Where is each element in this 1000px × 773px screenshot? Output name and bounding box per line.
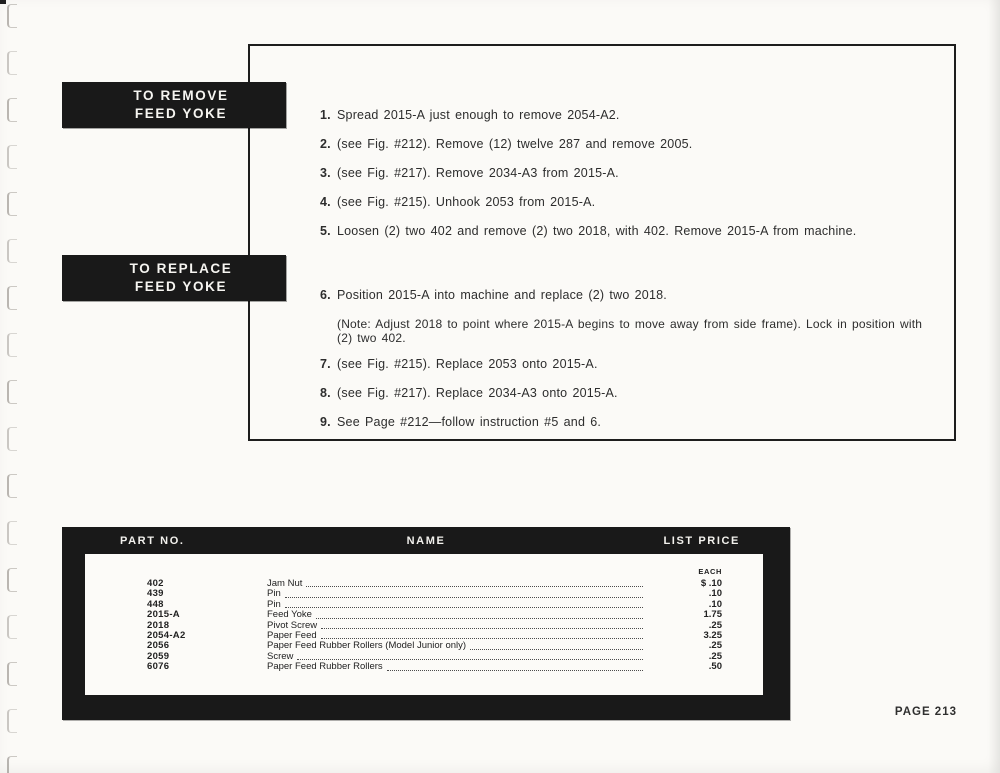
parts-table-body	[85, 554, 763, 695]
part-name: Paper Feed Rubber Rollers	[267, 661, 383, 673]
dot-leader	[285, 600, 643, 608]
parts-table-header	[62, 527, 790, 554]
section-label-line2: FEED YOKE	[134, 278, 228, 294]
dot-leader	[470, 641, 643, 649]
name-cell	[267, 579, 645, 589]
binding-hole-mark	[7, 709, 17, 733]
section-label-remove	[62, 82, 286, 128]
table-row	[85, 641, 763, 651]
part-no-cell: 2056	[147, 640, 170, 652]
step-note: (Note: Adjust 2018 to point where 2015-A begins to move away from side frame). Lock in position with (2) two 402.	[337, 317, 923, 345]
name-cell	[267, 600, 645, 610]
part-name: Pin	[267, 598, 281, 610]
table-row	[85, 589, 763, 599]
instruction-step	[320, 386, 932, 401]
step-text: Position 2015-A into machine and replace (2) two 2018.	[337, 288, 667, 302]
instruction-step	[320, 108, 932, 123]
price-cell: $ .10	[700, 578, 722, 589]
scan-corner-mark	[0, 0, 6, 4]
binding-hole-mark	[7, 4, 17, 28]
binding-hole-mark	[7, 380, 17, 404]
section-label-line2: FEED YOKE	[134, 105, 228, 121]
step-number: 3.	[320, 166, 331, 180]
price-cell: 3.25	[703, 630, 722, 642]
instruction-step	[320, 166, 932, 181]
part-no-cell: 6076	[147, 661, 170, 673]
instruction-step	[320, 195, 932, 210]
name-cell	[267, 610, 645, 620]
part-no-cell: 448	[147, 598, 164, 610]
step-number: 2.	[320, 137, 331, 151]
price-cell: .10	[708, 598, 722, 610]
binding-hole-mark	[7, 98, 17, 122]
dot-leader	[306, 579, 643, 587]
part-no-cell: 2054-A2	[147, 630, 186, 642]
instruction-step	[320, 224, 932, 239]
parts-table-rows	[85, 579, 763, 673]
binding-hole-mark	[7, 474, 17, 498]
instruction-steps	[320, 108, 932, 444]
paper-edge-shadow	[988, 0, 1000, 773]
step-text: (see Fig. #217). Remove 2034-A3 from 2015-A.	[337, 166, 619, 180]
price-cell: .10	[708, 588, 722, 600]
unit-label-each: EACH	[698, 567, 722, 576]
name-cell	[267, 589, 645, 599]
step-number: 1.	[320, 108, 331, 122]
price-cell: .25	[708, 619, 722, 631]
section-label-line1: TO REMOVE	[133, 88, 229, 103]
step-text: (see Fig. #217). Replace 2034-A3 onto 2015-A.	[337, 386, 618, 400]
part-no-cell: 439	[147, 588, 164, 600]
part-no-cell: 2059	[147, 650, 170, 662]
table-row	[85, 610, 763, 620]
instruction-step	[320, 415, 932, 430]
step-text: Spread 2015-A just enough to remove 2054-A2.	[337, 108, 620, 122]
table-row	[85, 621, 763, 631]
step-number: 6.	[320, 288, 331, 302]
step-text: (see Fig. #215). Replace 2053 onto 2015-A.	[337, 357, 598, 371]
binding-hole-mark	[7, 192, 17, 216]
dot-leader	[321, 631, 643, 639]
part-name: Pin	[267, 588, 281, 600]
part-no-cell: 2015-A	[147, 609, 180, 621]
column-header-part-no: PART NO.	[120, 534, 185, 547]
section-label-replace	[62, 255, 286, 301]
table-row	[85, 600, 763, 610]
name-cell	[267, 621, 645, 631]
part-name: Paper Feed Rubber Rollers (Model Junior only)	[267, 640, 467, 652]
binding-hole-mark	[7, 756, 17, 773]
binding-hole-mark	[7, 239, 17, 263]
name-cell	[267, 641, 645, 651]
step-number: 8.	[320, 386, 331, 400]
price-cell: .25	[708, 640, 722, 652]
part-name: Jam Nut	[267, 578, 303, 589]
instruction-step	[320, 288, 932, 303]
step-number: 9.	[320, 415, 331, 429]
step-text: (see Fig. #215). Unhook 2053 from 2015-A.	[337, 195, 596, 209]
part-no-cell: 402	[147, 578, 164, 589]
instruction-step	[320, 137, 932, 152]
table-row	[85, 579, 763, 589]
part-name: Feed Yoke	[267, 609, 312, 621]
step-text: Loosen (2) two 402 and remove (2) two 2018, with 402. Remove 2015-A from machine.	[337, 224, 857, 238]
parts-table	[62, 527, 790, 720]
binding-hole-mark	[7, 427, 17, 451]
dot-leader	[297, 652, 643, 660]
binding-hole-mark	[7, 521, 17, 545]
table-row	[85, 652, 763, 662]
binding-hole-mark	[7, 286, 17, 310]
dot-leader	[316, 610, 643, 618]
column-header-name: NAME	[406, 534, 446, 547]
part-name: Paper Feed	[267, 630, 317, 642]
binding-hole-mark	[7, 662, 17, 686]
price-cell: 1.75	[703, 609, 722, 621]
dot-leader	[321, 621, 643, 629]
page-number: PAGE 213	[894, 706, 957, 718]
step-number: 5.	[320, 224, 331, 238]
dot-leader	[285, 589, 643, 597]
dot-leader	[387, 662, 643, 670]
instruction-step	[320, 357, 932, 372]
price-cell: .25	[708, 650, 722, 662]
column-header-list-price: LIST PRICE	[663, 534, 740, 547]
price-cell: .50	[708, 661, 722, 673]
part-name: Pivot Screw	[267, 619, 318, 631]
section-label-line1: TO REPLACE	[129, 261, 233, 276]
binding-hole-mark	[7, 145, 17, 169]
step-number: 7.	[320, 357, 331, 371]
binding-hole-mark	[7, 51, 17, 75]
binding-hole-mark	[7, 333, 17, 357]
table-row	[85, 662, 763, 672]
binding-hole-mark	[7, 568, 17, 592]
step-text: See Page #212—follow instruction #5 and 6.	[337, 415, 602, 429]
part-no-cell: 2018	[147, 619, 170, 631]
step-text: (see Fig. #212). Remove (12) twelve 287 and remove 2005.	[337, 137, 693, 151]
part-name: Screw	[267, 650, 294, 662]
step-number: 4.	[320, 195, 331, 209]
binding-hole-mark	[7, 615, 17, 639]
name-cell	[267, 662, 645, 672]
